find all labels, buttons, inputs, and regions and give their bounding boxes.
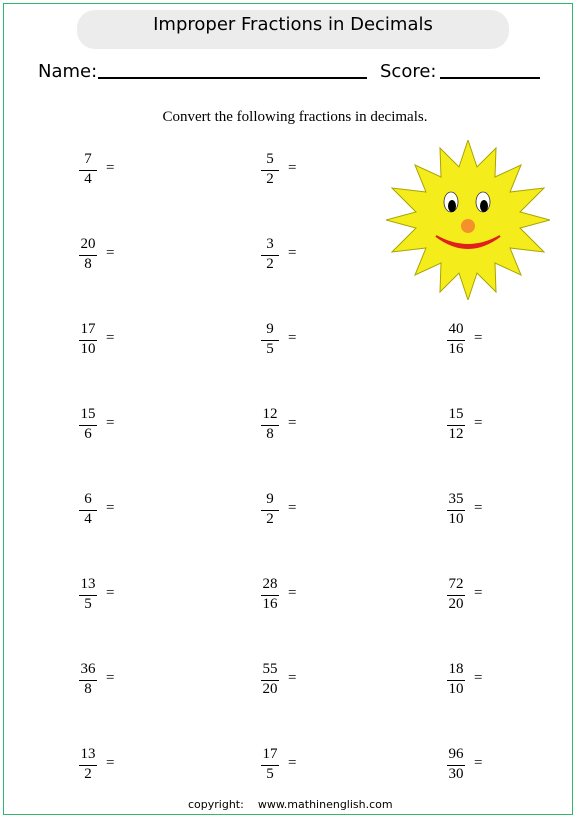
denominator: 8: [266, 426, 274, 442]
name-label: Name:: [38, 61, 98, 82]
numerator: 15: [80, 406, 96, 422]
numerator: 28: [262, 576, 278, 592]
denominator: 30: [448, 766, 464, 782]
website-link[interactable]: www.mathinenglish.com: [257, 798, 393, 811]
equals-sign: =: [288, 160, 297, 176]
numerator: 96: [448, 746, 464, 762]
equals-sign: =: [106, 245, 115, 261]
denominator: 4: [84, 171, 92, 187]
numerator: 5: [266, 151, 274, 167]
numerator: 7: [84, 151, 92, 167]
numerator: 17: [262, 746, 278, 762]
equals-sign: =: [474, 755, 483, 771]
denominator: 16: [448, 341, 464, 357]
equals-sign: =: [106, 670, 115, 686]
equals-sign: =: [474, 585, 483, 601]
numerator: 36: [80, 661, 96, 677]
worksheet-title: Improper Fractions in Decimals: [153, 14, 433, 35]
equals-sign: =: [106, 415, 115, 431]
denominator: 10: [80, 341, 96, 357]
denominator: 12: [448, 426, 464, 442]
numerator: 9: [266, 491, 274, 507]
denominator: 2: [84, 766, 92, 782]
denominator: 20: [448, 596, 464, 612]
denominator: 5: [266, 341, 274, 357]
equals-sign: =: [106, 500, 115, 516]
equals-sign: =: [288, 585, 297, 601]
equals-sign: =: [288, 755, 297, 771]
denominator: 20: [262, 681, 278, 697]
denominator: 5: [266, 766, 274, 782]
equals-sign: =: [474, 330, 483, 346]
denominator: 2: [266, 256, 274, 272]
equals-sign: =: [474, 670, 483, 686]
equals-sign: =: [106, 330, 115, 346]
denominator: 8: [84, 256, 92, 272]
numerator: 13: [80, 746, 96, 762]
denominator: 6: [84, 426, 92, 442]
denominator: 10: [448, 681, 464, 697]
equals-sign: =: [106, 585, 115, 601]
equals-sign: =: [288, 500, 297, 516]
denominator: 8: [84, 681, 92, 697]
equals-sign: =: [106, 160, 115, 176]
numerator: 12: [262, 406, 278, 422]
instructions: Convert the following fractions in decimals.: [162, 109, 428, 125]
numerator: 3: [266, 236, 274, 252]
numerator: 35: [448, 491, 464, 507]
denominator: 16: [262, 596, 278, 612]
equals-sign: =: [288, 670, 297, 686]
smiling-sun-icon: [386, 140, 550, 300]
name-field[interactable]: [98, 77, 367, 79]
numerator: 55: [262, 661, 278, 677]
numerator: 13: [80, 576, 96, 592]
equals-sign: =: [106, 755, 115, 771]
score-label: Score:: [380, 61, 437, 82]
equals-sign: =: [474, 500, 483, 516]
numerator: 6: [84, 491, 92, 507]
denominator: 4: [84, 511, 92, 527]
equals-sign: =: [288, 330, 297, 346]
equals-sign: =: [288, 415, 297, 431]
equals-sign: =: [474, 415, 483, 431]
copyright-label: copyright:: [188, 798, 244, 811]
numerator: 40: [448, 321, 464, 337]
numerator: 15: [448, 406, 464, 422]
numerator: 18: [448, 661, 464, 677]
denominator: 2: [266, 171, 274, 187]
nose-icon: [461, 219, 475, 233]
numerator: 72: [448, 576, 464, 592]
denominator: 5: [84, 596, 92, 612]
numerator: 17: [80, 321, 96, 337]
footer: [188, 798, 393, 811]
numerator: 9: [266, 321, 274, 337]
equals-sign: =: [288, 245, 297, 261]
score-field[interactable]: [440, 77, 540, 79]
denominator: 10: [448, 511, 464, 527]
denominator: 2: [266, 511, 274, 527]
numerator: 20: [80, 236, 96, 252]
